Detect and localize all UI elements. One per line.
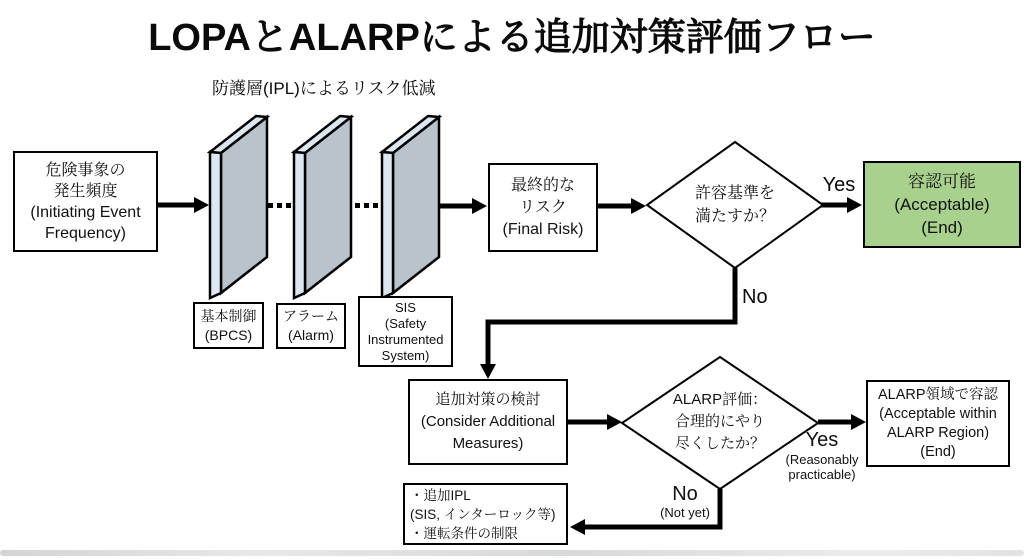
- node-bpcs-label: [193, 302, 264, 349]
- arrowhead: [847, 197, 862, 213]
- text-line: リスク: [519, 198, 567, 216]
- text-line: ALARP領域で容認: [877, 386, 999, 403]
- node-consider-additional-measures: [408, 379, 568, 465]
- text-line: 基本制御: [200, 307, 257, 324]
- text-line: 容認可能: [908, 172, 976, 191]
- edge-label-no-2: No: [672, 483, 698, 505]
- text-line: 追加対策の検討: [435, 391, 541, 408]
- text-line: ・運転条件の制限: [410, 525, 518, 541]
- text-line: (Alarm): [288, 327, 334, 343]
- text-line: ALARP Region): [886, 424, 990, 441]
- slab-front-face: [210, 152, 221, 298]
- ipl-slab-alarm: [294, 116, 351, 298]
- text-line: 許容基準を: [694, 185, 775, 202]
- arrowhead: [607, 414, 622, 430]
- text-line: (Consider Additional: [420, 413, 556, 430]
- edge-label-yes-2: Yes: [805, 429, 839, 451]
- edge-label-no-1: No: [742, 286, 768, 308]
- text-line: (Safety: [384, 315, 427, 331]
- text-line: Instrumented: [367, 331, 444, 347]
- text-line: (Final Risk): [502, 220, 584, 238]
- node-additional-ipl-options: [403, 483, 568, 545]
- arrowhead: [631, 198, 646, 214]
- node-acceptable-end: [863, 161, 1021, 248]
- page-title: LOPAとALARPによる追加対策評価フロー: [148, 17, 876, 59]
- text-line: (BPCS): [204, 326, 253, 343]
- edge-label-yes-2-group: [776, 429, 868, 482]
- bottom-artifact-band: [0, 550, 1024, 556]
- text-line: (SIS, インターロック等): [410, 506, 556, 522]
- arrow-no-to-consider: [488, 268, 735, 366]
- text-line: 危険事象の: [45, 161, 126, 179]
- edge-label-yes-1: Yes: [822, 174, 856, 196]
- node-final-risk: [488, 163, 598, 252]
- arrowhead: [472, 198, 487, 214]
- arrowhead: [851, 414, 866, 430]
- text-line: ・追加IPL: [410, 487, 471, 503]
- edge-label-no-2-group: [648, 483, 722, 520]
- ipl-slab-sis: [382, 116, 439, 298]
- arrowhead: [194, 197, 209, 213]
- text-line: 発生頻度: [53, 182, 118, 200]
- edge-label-no-2-note: (Not yet): [660, 505, 710, 520]
- text-line: ALARP評価：: [672, 391, 768, 408]
- text-line: 尽くしたか？: [674, 435, 765, 452]
- ipl-slab-bpcs: [210, 116, 267, 298]
- slab-front-face: [382, 152, 393, 298]
- decision-criteria-text: [655, 182, 815, 228]
- slab-front-face: [294, 152, 305, 298]
- node-alarm-label: [276, 303, 346, 349]
- text-line: (Acceptable): [894, 195, 990, 214]
- text-line: アラーム: [283, 308, 339, 324]
- text-line: Measures): [452, 435, 524, 452]
- ellipsis-dots-1: [268, 203, 291, 208]
- text-line: 最終的な: [510, 176, 575, 194]
- text-line: (Initiating Event: [30, 203, 141, 221]
- arrowhead: [570, 519, 585, 535]
- text-line: (End): [920, 443, 956, 460]
- ellipsis-dots-2: [355, 203, 378, 208]
- text-line: (End): [921, 218, 963, 237]
- text-line: 満たすか？: [694, 208, 775, 225]
- edge-label-yes-2-note: practicable): [788, 467, 856, 482]
- node-initiating-event-frequency: [13, 151, 158, 252]
- text-line: (Acceptable within: [879, 405, 997, 422]
- node-alarp-acceptable-end: [866, 380, 1010, 467]
- node-sis-label: [358, 296, 453, 367]
- text-line: 合理的にやり: [674, 413, 765, 430]
- text-line: Frequency): [45, 224, 126, 242]
- text-line: SIS: [395, 299, 416, 315]
- text-line: System): [381, 347, 430, 363]
- arrowhead: [480, 364, 496, 379]
- edge-label-yes-2-note: (Reasonably: [785, 452, 859, 467]
- ipl-section-label: 防護層(IPL)によるリスク低減: [212, 79, 436, 98]
